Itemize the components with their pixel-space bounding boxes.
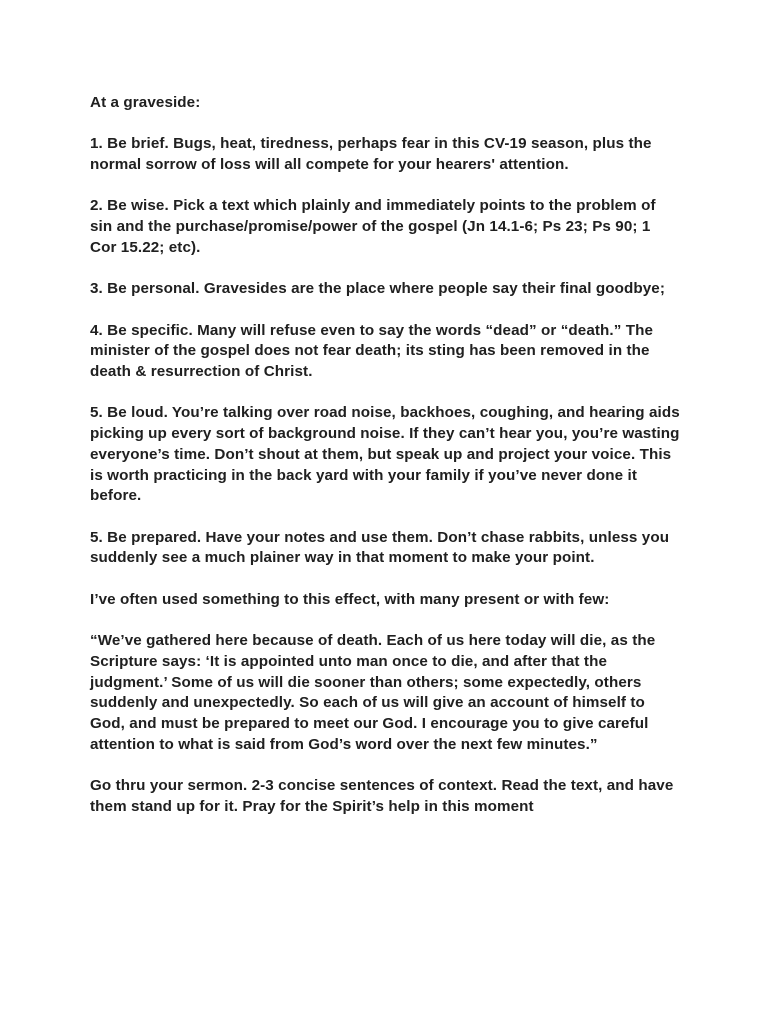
- paragraph-be-brief: 1. Be brief. Bugs, heat, tiredness, perhaps fear in this CV-19 season, plus the normal sorrow of loss will all compete for your hearers' attention.: [90, 135, 652, 174]
- paragraph-be-loud: 5. Be loud. You’re talking over road noise, backhoes, coughing, and hearing aids picking up every sort of background noise. If they can’t hear you, you’re wasting everyone’s time. Don’t shout at them, but speak up and project your voice. This is worth practicing in the back yard with your family if you’ve never done it before.: [90, 404, 680, 505]
- paragraph-intro-quote: I’ve often used something to this effect, with many present or with few:: [90, 590, 610, 608]
- paragraph-be-prepared: 5. Be prepared. Have your notes and use them. Don’t chase rabbits, unless you suddenly see a much plainer way in that moment to make your point.: [90, 528, 670, 567]
- paragraph-be-specific: 4. Be specific. Many will refuse even to say the words “dead” or “death.” The minister of the gospel does not fear death; its sting has been removed in the death & resurrection of Christ.: [90, 321, 654, 381]
- paragraph-be-personal: 3. Be personal. Gravesides are the place where people say their final goodbye;: [90, 280, 666, 298]
- document-heading: At a graveside:: [90, 94, 201, 111]
- paragraph-be-wise: 2. Be wise. Pick a text which plainly and immediately points to the problem of sin and the purchase/promise/power of the gospel (Jn 14.1-6; Ps 23; Ps 90; 1 Cor 15.22; etc).: [90, 197, 656, 256]
- paragraph-quote: “We’ve gathered here because of death. Each of us here today will die, as the Scripture says: ‘It is appointed unto man once to die, and after that the judgment.’ Some of us will die sooner than others; some expectedly, others suddenly and unexpectedly. So each of us will give an account of himself to God, and must be prepared to meet our God. I encourage you to give careful attention to what is said from God’s word over the next few minutes.”: [90, 632, 656, 753]
- document-page: [90, 93, 680, 838]
- paragraph-sermon: Go thru your sermon. 2-3 concise sentences of context. Read the text, and have them stand up for it. Pray for the Spirit’s help in this moment: [90, 777, 674, 815]
